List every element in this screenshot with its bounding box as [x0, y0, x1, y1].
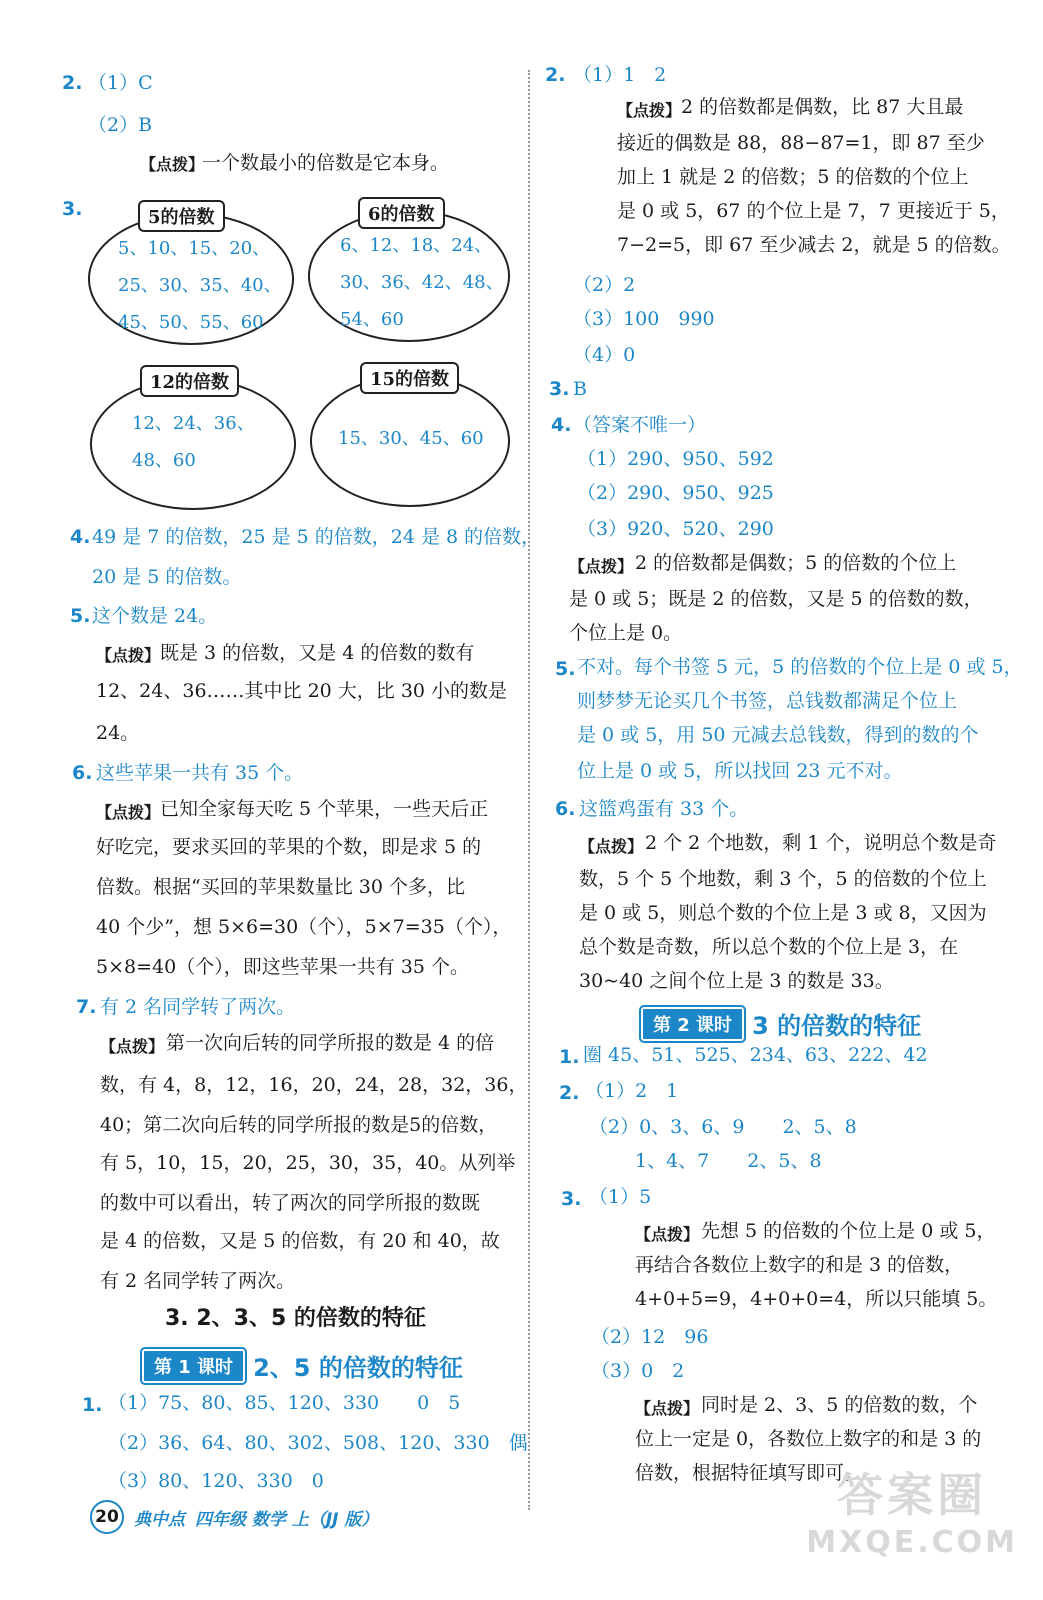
answer-line: 位上是 0 或 5，所以找回 23 元不对。	[577, 760, 903, 782]
tip-text: 加上 1 就是 2 的倍数；5 的倍数的个位上	[617, 166, 969, 188]
tip-text: 个位上是 0。	[569, 622, 683, 644]
lesson-tag: 第 1 课时	[142, 1349, 245, 1383]
tip-label: 【点拨】	[635, 1399, 700, 1418]
answer-line: 这些苹果一共有 35 个。	[96, 762, 304, 784]
tip-text: 数，5 个 5 个地数，剩 3 个，5 的倍数的个位上	[579, 868, 987, 890]
tip-text: 有 5，10，15，20，25，30，35，40。从列举	[100, 1152, 516, 1174]
answer-line: （3）100 990	[573, 308, 715, 330]
book-brand: 典中点	[134, 1509, 185, 1530]
tip-text: 再结合各数位上数字的和是 3 的倍数，	[635, 1254, 964, 1276]
tip-text: 30~40 之间个位上是 3 的数是 33。	[579, 970, 894, 992]
answer-line: （1）2 1	[585, 1080, 679, 1102]
question-number: 7.	[76, 996, 97, 1018]
lesson-tag: 第 2 课时	[641, 1007, 744, 1041]
tip-label: 【点拨】	[579, 837, 644, 856]
ellipse-content	[118, 230, 282, 341]
tip-label: 【点拨】	[140, 155, 205, 174]
tip-label: 【点拨】	[100, 1037, 165, 1056]
answer-line: （2）12 96	[591, 1326, 709, 1348]
lesson-2-header	[641, 1006, 921, 1041]
answer-line: （1）C	[88, 72, 153, 94]
lesson-title: 2、5 的倍数的特征	[253, 1354, 463, 1382]
tip-text: 总个数是奇数，所以总个数的个位上是 3，在	[579, 936, 959, 958]
tip-text: 2 个 2 个地数，剩 1 个，说明总个数是奇	[645, 832, 997, 854]
answer-line: （2）2	[573, 274, 636, 296]
answer-line: （3）920、520、290	[577, 518, 774, 540]
answer-line: （3）0 2	[591, 1360, 685, 1382]
tip-text: 同时是 2、3、5 的倍数的数，个	[701, 1394, 978, 1416]
tip-text: 12、24、36……其中比 20 大，比 30 小的数是	[96, 680, 508, 702]
answer-line: 20 是 5 的倍数。	[92, 566, 242, 588]
answer-line: B	[573, 378, 587, 400]
tip-text: 是 0 或 5；既是 2 的倍数，又是 5 的倍数的数，	[569, 588, 983, 610]
tip-text: 倍数。根据“买回的苹果数量比 30 个多，比	[96, 876, 465, 898]
ellipse-line: 30、36、42、48、	[340, 272, 504, 293]
ellipse-line: 48、60	[132, 450, 196, 471]
page-footer	[90, 1500, 378, 1534]
answer-line: 有 2 名同学转了两次。	[100, 996, 296, 1018]
tip-label: 【点拨】	[96, 646, 161, 665]
question-number: 5.	[70, 605, 91, 627]
book-title: 四年级 数学 上（JJ 版）	[195, 1509, 379, 1530]
ellipse-label: 5的倍数	[138, 200, 225, 232]
tip-text: 先想 5 的倍数的个位上是 0 或 5，	[701, 1220, 996, 1242]
ellipse-line: 54、60	[340, 309, 404, 330]
answer-line: （1）290、950、592	[577, 448, 774, 470]
question-number: 6.	[555, 798, 576, 820]
question-number: 2.	[559, 1082, 580, 1104]
watermark	[806, 1459, 1018, 1560]
tip-text: 24。	[96, 722, 140, 744]
question-number: 4.	[551, 414, 572, 436]
ellipse-label: 12的倍数	[140, 365, 239, 397]
tip-text: 是 0 或 5，67 的个位上是 7，7 更接近于 5，	[617, 200, 1010, 222]
lesson-1-header	[142, 1348, 463, 1383]
ellipse-line: 15、30、45、60	[338, 428, 484, 449]
answer-line: （1）1 2	[573, 64, 667, 86]
tip-label: 【点拨】	[617, 101, 682, 120]
right-column	[545, 60, 1023, 1520]
tip-text: 第一次向后转的同学所报的数是 4 的倍	[166, 1032, 495, 1054]
answer-line: （3）80、120、330 0	[108, 1470, 324, 1492]
lesson-title: 3 的倍数的特征	[752, 1012, 922, 1040]
tip-label: 【点拨】	[96, 803, 161, 822]
ellipse-label: 6的倍数	[358, 197, 445, 229]
ellipse-label: 15的倍数	[360, 362, 459, 394]
ellipse-line: 6、12、18、24、	[340, 235, 493, 256]
answer-line: 不对。每个书签 5 元，5 的倍数的个位上是 0 或 5，	[577, 656, 1023, 678]
question-number: 6.	[72, 762, 93, 784]
tip-text: 2 的倍数都是偶数；5 的倍数的个位上	[635, 552, 957, 574]
tip-text: 4+0+5=9，4+0+0=4，所以只能填 5。	[635, 1288, 998, 1310]
answer-line: （2）36、64、80、302、508、120、330 偶	[108, 1432, 528, 1454]
tip-text: 倍数，根据特征填写即可。	[635, 1462, 864, 1484]
question-number: 1.	[559, 1046, 580, 1068]
watermark-bottom: MXQE.COM	[806, 1525, 1018, 1560]
answer-line: 这个数是 24。	[92, 605, 218, 627]
question-number: 2.	[62, 72, 83, 94]
answer-line: （2）290、950、925	[577, 482, 774, 504]
tip-label: 【点拨】	[569, 557, 634, 576]
tip-text: 既是 3 的倍数，又是 4 的倍数的数有	[160, 642, 475, 664]
tip-text: 是 4 的倍数，又是 5 的倍数，有 20 和 40，故	[100, 1230, 500, 1252]
ellipse-content	[132, 405, 255, 479]
tip-label: 【点拨】	[635, 1225, 700, 1244]
column-divider	[528, 70, 530, 1510]
ellipse-line: 12、24、36、	[132, 413, 255, 434]
tip-text: 7−2=5，即 67 至少减去 2，就是 5 的倍数。	[617, 234, 1011, 256]
answer-line: （1）5	[589, 1186, 652, 1208]
answer-line: 圈 45、51、525、234、63、222、42	[583, 1044, 928, 1066]
answer-line: （1）75、80、85、120、330 0 5	[108, 1392, 461, 1414]
answer-line: 是 0 或 5，用 50 元减去总钱数，得到的数的个	[577, 724, 979, 746]
ellipse-content	[340, 227, 504, 338]
ellipse-line: 45、50、55、60	[118, 312, 264, 333]
tip-text: 位上一定是 0，各数位上数字的和是 3 的	[635, 1428, 982, 1450]
tip-text: 5×8=40（个），即这些苹果一共有 35 个。	[96, 956, 469, 978]
tip-text: 有 2 名同学转了两次。	[100, 1270, 296, 1292]
tip-text: 是 0 或 5，则总个数的个位上是 3 或 8，又因为	[579, 902, 987, 924]
question-number: 3.	[561, 1188, 582, 1210]
tip-text: 一个数最小的倍数是它本身。	[202, 152, 450, 174]
tip-text: 的数中可以看出，转了两次的同学所报的数既	[100, 1192, 481, 1214]
tip-text: 40；第二次向后转的同学所报的数是5的倍数，	[100, 1114, 498, 1136]
answer-line: （4）0	[573, 344, 636, 366]
answer-line: （答案不唯一）	[573, 414, 707, 436]
tip-text: 接近的偶数是 88，88−87=1，即 87 至少	[617, 132, 985, 154]
answer-line: 49 是 7 的倍数，25 是 5 的倍数，24 是 8 的倍数，	[92, 526, 541, 548]
ellipse-line: 25、30、35、40、	[118, 275, 282, 296]
section-heading: 3. 2、3、5 的倍数的特征	[165, 1306, 426, 1331]
answer-line: （2）0、3、6、9 2、5、8	[589, 1116, 857, 1138]
ellipse-content	[338, 420, 484, 457]
watermark-top: 答案圈	[837, 1468, 988, 1522]
tip-text: 已知全家每天吃 5 个苹果，一些天后正	[160, 798, 489, 820]
tip-text: 好吃完，要求买回的苹果的个数，即是求 5 的	[96, 836, 482, 858]
question-number: 5.	[555, 658, 576, 680]
answer-line: 则梦梦无论买几个书签，总钱数都满足个位上	[577, 690, 958, 712]
answer-line: 这篮鸡蛋有 33 个。	[579, 798, 749, 820]
answer-line: （2）B	[88, 114, 153, 136]
tip-text: 2 的倍数都是偶数，比 87 大且最	[681, 96, 964, 118]
question-number: 4.	[70, 526, 91, 548]
left-column	[60, 60, 541, 1520]
question-number: 1.	[82, 1394, 103, 1416]
page-number: 20	[90, 1500, 124, 1534]
question-number: 3.	[549, 378, 570, 400]
tip-text: 数，有 4，8，12，16，20，24，28，32，36，	[100, 1074, 528, 1096]
answer-line: 1、4、7 2、5、8	[635, 1150, 822, 1172]
tip-text: 40 个少”，想 5×6=30（个），5×7=35（个），	[96, 916, 512, 938]
question-number: 3.	[62, 198, 83, 220]
ellipse-line: 5、10、15、20、	[118, 238, 271, 259]
question-number: 2.	[545, 64, 566, 86]
